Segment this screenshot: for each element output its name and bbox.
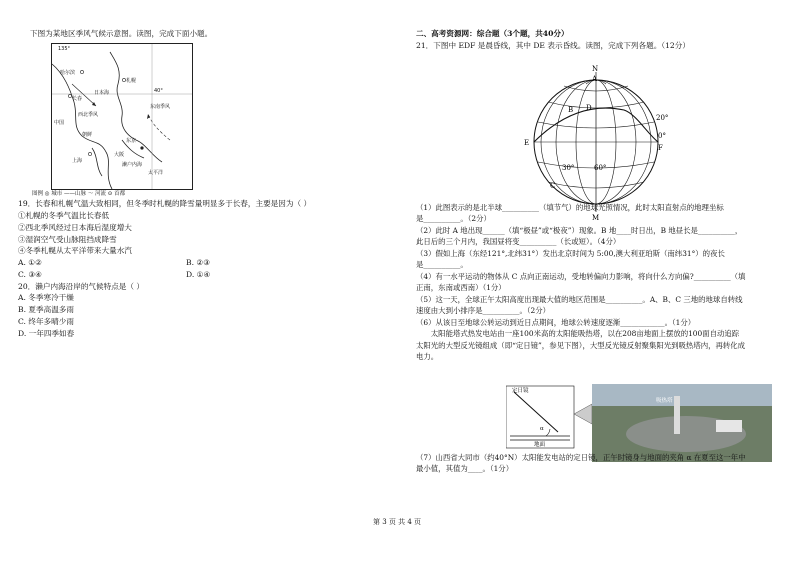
svg-text:M: M [592, 214, 600, 222]
q20-option-d: D. 一年四季如春 [18, 328, 75, 338]
q19-stem: 19．长春和札幌气温大致相同，但冬季时札幌的降雪量明显多于长春，主要是因为（ ） [18, 199, 312, 209]
q19-options-row [18, 257, 378, 269]
q21-sub: （2）此时 A 地出现______（填“极昼”或“极夜”）现象。B 地____时日出，B 地昼长是__________， [416, 225, 743, 235]
svg-text:定日镜: 定日镜 [512, 388, 529, 394]
q21-sub: 是__________。（2分） [416, 214, 491, 224]
svg-text:20°: 20° [656, 114, 669, 122]
q21-sub: （3）假如上海（东经121°,北纬31°）发出北京时间为 5:00,澳大利亚珀斯（南纬31°）的夜长 [416, 248, 725, 258]
svg-text:吸热塔: 吸热塔 [656, 398, 673, 404]
q19-statement: ③湿润空气受山脉阻挡成降雪 [18, 234, 117, 244]
q7-text: 最小值，其值为____。（1分） [416, 464, 514, 474]
q20-stem: 20．濑户内海沿岸的气候特点是（ ） [18, 281, 144, 291]
svg-text:40°: 40° [154, 87, 163, 94]
q7-block [416, 452, 778, 475]
svg-text:西北季风: 西北季风 [78, 111, 99, 118]
monsoon-map [51, 43, 193, 190]
svg-text:D: D [586, 104, 592, 112]
svg-text:N: N [592, 65, 599, 73]
svg-text:东京: 东京 [126, 137, 137, 144]
page-footer: 第 3 页 共 4 页 [372, 518, 422, 526]
solar-paragraph: 太阳能塔式热发电站由一座100米高的太阳能吸热塔，以在208亩地面上摆放的100面自动追踪 [416, 329, 740, 339]
svg-text:F: F [658, 144, 663, 152]
q21-sub: 正南，东南或西南）（1分） [416, 283, 506, 293]
svg-text:中国: 中国 [54, 119, 65, 126]
q20-option-c: C. 终年多晴少雨 [18, 316, 74, 326]
q19-option-b: B. ②③ [186, 258, 211, 268]
solar-paragraph: 太阳光的大型反光镜组成（即“定日镜”，参见下图），大型反光镜反射聚集阳光到吸热塔内，再转化成 [416, 340, 746, 350]
svg-text:A: A [592, 75, 598, 83]
svg-text:135°: 135° [58, 45, 71, 52]
right-column [416, 28, 778, 474]
svg-text:长春: 长春 [72, 95, 83, 102]
q19-option-c: C. ③④ [18, 269, 42, 279]
svg-text:30°: 30° [562, 164, 575, 172]
svg-text:濑户内海: 濑户内海 [122, 161, 143, 168]
svg-text:C: C [550, 182, 556, 190]
q21-sub: （1）此图表示的是北半球__________（填节气）的地球光照情况，此时太阳直射点的地理坐标 [416, 203, 724, 212]
solar-paragraph: 电力。 [416, 352, 439, 362]
q19-options-row [18, 269, 378, 281]
q20-option-a: A. 冬季寒冷干燥 [18, 293, 74, 303]
svg-text:朝鲜: 朝鲜 [82, 131, 93, 138]
svg-text:B: B [568, 106, 574, 114]
q21-sub: 是__________。 [416, 260, 468, 270]
monsoon-map-drawing [52, 44, 192, 189]
map-legend: 图例 ◎ 城市 ——山脉 ～ 河流 ⊙ 首都 [32, 190, 126, 197]
q19-statement: ④冬季札幌从太平洋带来大量水汽 [18, 246, 132, 256]
q21-subquestions [416, 202, 778, 363]
svg-text:太平洋: 太平洋 [148, 169, 164, 176]
q19-option-d: D. ①④ [186, 269, 211, 279]
left-column [18, 28, 378, 339]
q21-sub: 速度由大到小排序是__________。（2分） [416, 306, 551, 316]
q21-sub: （4）有一水平运动的物体从 C 点向正南运动，受地转偏向力影响，将向什么方向偏?__________（填 [416, 271, 746, 281]
q7-text: （7）山西省大同市（约40°N）太阳能发电站的定日镜，正午时镜身与地面的夹角 α 在夏至这一年中 [416, 453, 746, 462]
q21-sub: 此日后的三个月内，我国昼将变__________（长或短）。（4分） [416, 237, 621, 247]
q19-statement: ①札幌的冬季气温比长春低 [18, 211, 110, 221]
svg-text:札幌: 札幌 [126, 77, 137, 84]
q19-option-a: A. ①② [18, 258, 42, 268]
svg-text:上海: 上海 [72, 157, 83, 164]
svg-text:日本海: 日本海 [94, 89, 110, 96]
q21-sub: （5）这一天，全球正午太阳高度出现最大值的地区范围是__________。A、B、C 三地的地球自转线 [416, 294, 743, 304]
section-heading: 二、高考资源网：综合题（3个题，共40分） [416, 29, 569, 38]
q19-statement: ②西北季风经过日本海后湿度增大 [18, 222, 132, 232]
svg-text:地面: 地面 [534, 442, 546, 448]
svg-text:0°: 0° [658, 132, 666, 140]
svg-text:东南季风: 东南季风 [150, 103, 171, 110]
svg-text:大阪: 大阪 [114, 151, 125, 158]
q21-sub: （6）从该日至地球公转运动到近日点期间，地球公转速度逐渐____________。（1分） [416, 317, 696, 327]
label-harbin: 哈尔滨 [60, 69, 76, 76]
q21-stem: 21．下图中 EDF 是晨昏线，其中 DE 表示昏线。读图，完成下列各题。（12分） [416, 40, 690, 50]
globe-figure [506, 62, 686, 222]
svg-text:60°: 60° [594, 164, 607, 172]
intro-text: 下图为某地区季风气候示意图。读图，完成下面小题。 [30, 29, 213, 38]
q20-option-b: B. 夏季高温多雨 [18, 305, 74, 315]
svg-text:E: E [524, 139, 530, 147]
globe-drawing [506, 62, 686, 222]
svg-text:α: α [540, 426, 544, 432]
